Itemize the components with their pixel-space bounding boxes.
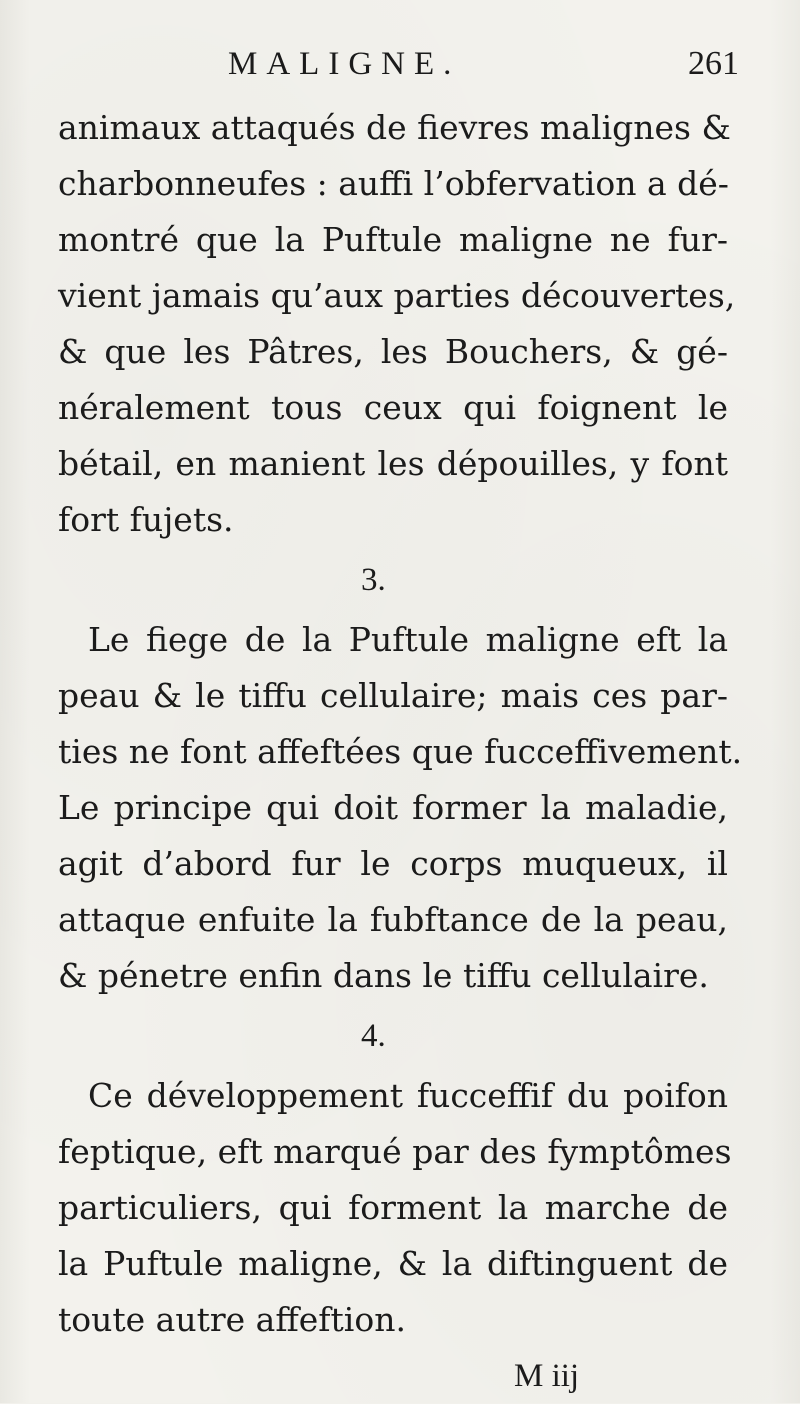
section-number: 4. — [361, 1018, 386, 1054]
text-line: bétail, en manient les dépouilles, y font — [58, 444, 728, 483]
text-line: néralement tous ceux qui foignent le — [58, 388, 728, 427]
page-header — [0, 44, 800, 84]
section-number: 3. — [361, 562, 386, 598]
text-line: attaque enfuite la fubftance de la peau, — [58, 900, 728, 939]
text-line: ties ne font affeftées que fucceffivement. — [58, 732, 743, 771]
body-text — [58, 100, 743, 1404]
text-line: agit d’abord fur le corps muqueux, il — [58, 844, 728, 883]
text-line: toute autre affeftion. — [58, 1300, 406, 1339]
text-line: charbonneufes : auffi l’obfervation a dé- — [58, 164, 729, 203]
text-line: Ce développement fucceffif du poifon — [88, 1076, 728, 1115]
text-line: & pénetre enfin dans le tiffu cellulaire. — [58, 956, 709, 995]
text-line: vient jamais qu’aux parties découvertes, — [58, 276, 736, 315]
text-line: peau & le tiffu cellulaire; mais ces par- — [58, 676, 728, 715]
page-number: 261 — [688, 45, 739, 82]
text-line: Le principe qui doit former la maladie, — [58, 788, 728, 827]
text-line: & que les Pâtres, les Bouchers, & gé- — [58, 332, 728, 371]
signature-mark: M iij — [514, 1358, 580, 1394]
text-line: fort fujets. — [58, 500, 234, 539]
running-title: MALIGNE. — [228, 46, 461, 82]
text-line: particuliers, qui forment la marche de — [58, 1188, 728, 1227]
text-line: animaux attaqués de fievres malignes & — [58, 108, 731, 147]
text-line: Le fiege de la Puftule maligne eft la — [88, 620, 728, 659]
text-line: feptique, eft marqué par des fymptômes — [58, 1132, 732, 1171]
text-line: montré que la Puftule maligne ne fur- — [58, 220, 728, 259]
text-line: la Puftule maligne, & la diftinguent de — [58, 1244, 728, 1283]
